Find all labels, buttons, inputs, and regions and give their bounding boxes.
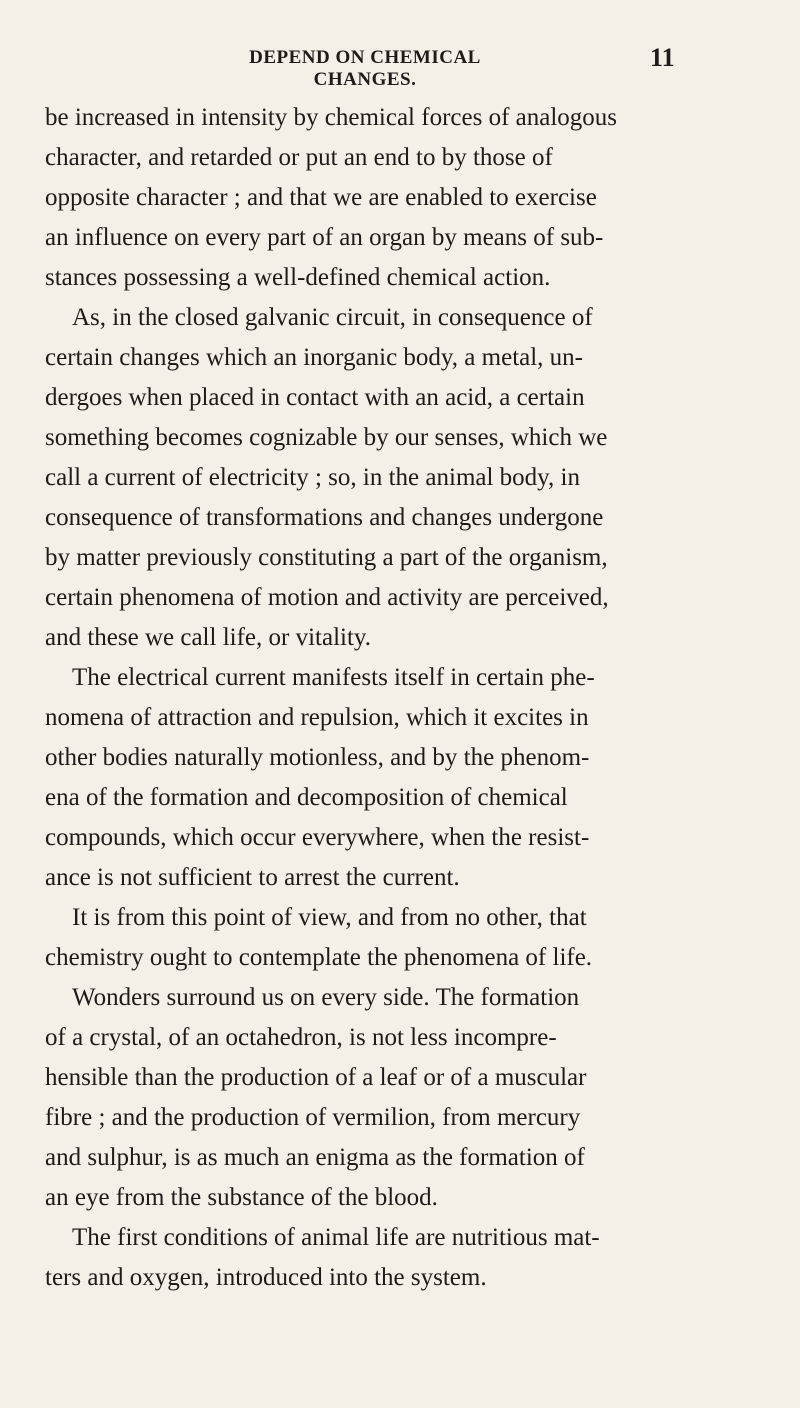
text-line: It is from this point of view, and from no other, that: [72, 904, 587, 931]
text-line: dergoes when placed in contact with an acid, a certain: [45, 384, 585, 411]
text-line: consequence of transformations and changes undergone: [45, 504, 604, 531]
text-line: character, and retarded or put an end to by those of: [45, 144, 553, 171]
page-number: 11: [650, 43, 675, 72]
text-line: and these we call life, or vitality.: [45, 624, 372, 651]
text-line: The first conditions of animal life are nutritious mat-: [72, 1224, 600, 1251]
text-line: Wonders surround us on every side. The formation: [72, 984, 580, 1011]
text-line: of a crystal, of an octahedron, is not less incompre-: [45, 1024, 557, 1051]
text-line: stances possessing a well-defined chemical action.: [45, 264, 551, 291]
text-line: ance is not sufficient to arrest the current.: [45, 864, 460, 891]
text-line: compounds, which occur everywhere, when the resist-: [45, 824, 590, 851]
running-head-title: DEPEND ON CHEMICAL CHANGES.: [249, 47, 481, 90]
text-line: hensible than the production of a leaf or of a muscular: [45, 1064, 587, 1091]
text-line: certain phenomena of motion and activity are perceived,: [45, 584, 609, 611]
text-line: call a current of electricity ; so, in the animal body, in: [45, 464, 580, 491]
text-line: and sulphur, is as much an enigma as the formation of: [45, 1144, 585, 1171]
text-line: an eye from the substance of the blood.: [45, 1184, 438, 1211]
text-line: nomena of attraction and repulsion, which it excites in: [45, 704, 589, 731]
text-line: something becomes cognizable by our senses, which we: [45, 424, 608, 451]
text-line: ters and oxygen, introduced into the system.: [45, 1264, 487, 1291]
text-line: fibre ; and the production of vermilion, from mercury: [45, 1104, 581, 1131]
text-line: opposite character ; and that we are enabled to exercise: [45, 184, 597, 211]
text-line: be increased in intensity by chemical forces of analogous: [45, 104, 618, 131]
running-head: [0, 43, 800, 90]
text-line: other bodies naturally motionless, and by the phenom-: [45, 744, 590, 771]
text-line: As, in the closed galvanic circuit, in consequence of: [72, 304, 593, 331]
text-line: ena of the formation and decomposition of chemical: [45, 784, 568, 811]
text-line: The electrical current manifests itself in certain phe-: [72, 664, 595, 691]
text-line: an influence on every part of an organ by means of sub-: [45, 224, 604, 251]
text-line: certain changes which an inorganic body, a metal, un-: [45, 344, 584, 371]
text-line: by matter previously constituting a part of the organism,: [45, 544, 608, 571]
text-line: chemistry ought to contemplate the phenomena of life.: [45, 944, 593, 971]
